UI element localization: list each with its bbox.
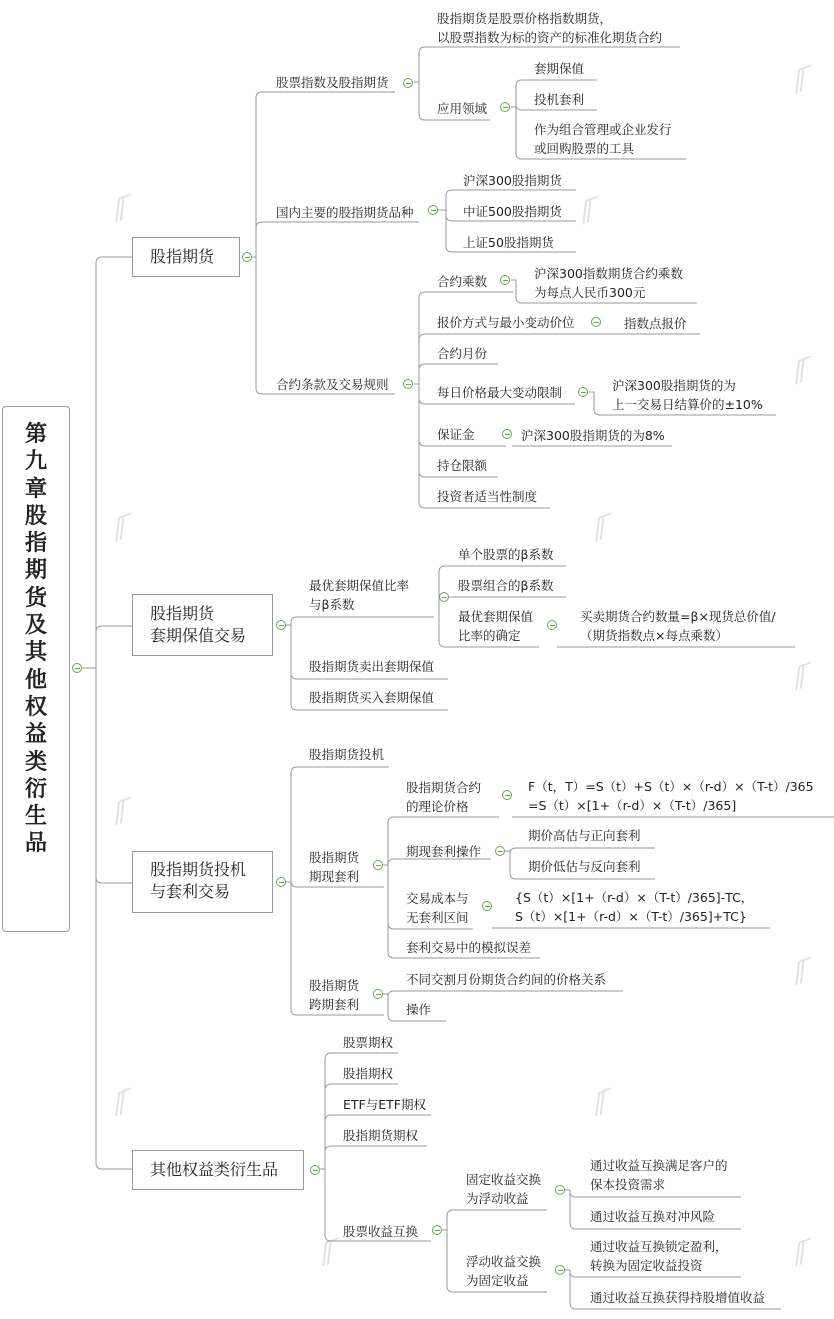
collapse-toggle-icon[interactable] (428, 205, 438, 215)
topic-b4-c5-1-2: 通过收益互换对冲风险 (590, 1209, 716, 1224)
topic-b1-c3: 合约条款及交易规则 (276, 377, 389, 392)
topic-b1-c1-1: 股指期货是股票价格指数期货， 以股票指数为标的资产的标准化期货合约 (437, 11, 663, 45)
watermark-mark: //‾ (108, 191, 137, 227)
topic-b2-c1-1: 单个股票的β系数 (458, 547, 554, 562)
topic-b4-c5-2-2: 通过收益互换获得持股增值收益 (590, 1290, 766, 1305)
watermark-mark: //‾ (108, 1085, 137, 1121)
topic-b2-c1: 最优套期保值比率 与β系数 (309, 578, 410, 612)
collapse-toggle-icon[interactable] (502, 790, 512, 800)
topic-b1-c3-1-1: 沪深300指数期货合约乘数 为每点人民币300元 (534, 266, 683, 300)
topic-b1-c3-4: 每日价格最大变动限制 (437, 385, 563, 400)
branch-label-b1: 股指期货 (150, 247, 215, 266)
watermark-mark: //‾ (788, 954, 817, 990)
topic-b1-c2: 国内主要的股指期货品种 (276, 205, 414, 220)
collapse-toggle-icon[interactable] (373, 860, 383, 870)
topic-b1-c2-3: 上证50股指期货 (463, 235, 554, 250)
topic-b1-c2-2: 中证500股指期货 (463, 204, 562, 219)
branch-label-b4: 其他权益类衍生品 (150, 1160, 279, 1179)
branch-label-b3: 股指期货投机 与套利交易 (150, 860, 247, 901)
topic-b1-c2-1: 沪深300股指期货 (463, 173, 562, 188)
collapse-toggle-icon[interactable] (500, 102, 510, 112)
branch-collapse-toggle-icon[interactable] (242, 252, 252, 262)
collapse-toggle-icon[interactable] (403, 78, 413, 88)
root-collapse-toggle-icon[interactable] (72, 663, 82, 673)
collapse-toggle-icon[interactable] (432, 1225, 442, 1235)
topic-b1-c3-5: 保证金 (437, 427, 475, 442)
collapse-toggle-icon[interactable] (495, 846, 505, 856)
collapse-toggle-icon[interactable] (502, 429, 512, 439)
watermark-mark: //‾ (315, 1235, 344, 1271)
topic-b2-c1-3: 最优套期保值 比率的确定 (458, 609, 534, 643)
branch-collapse-toggle-icon[interactable] (276, 877, 286, 887)
collapse-toggle-icon[interactable] (500, 275, 510, 285)
watermark-mark: //‾ (588, 510, 617, 546)
watermark-mark: //‾ (788, 659, 817, 695)
topic-b2-c1-3-1: 买卖期货合约数量=β×现货总价值/ （期货指数点×每点乘数） (580, 609, 776, 643)
topic-b3-c2-3: 交易成本与 无套利区间 (406, 891, 469, 925)
collapse-toggle-icon[interactable] (482, 901, 492, 911)
watermark-mark: //‾ (108, 510, 137, 546)
topic-b3-c2-4: 套利交易中的模拟误差 (406, 940, 532, 955)
topic-b2-c3: 股指期货买入套期保值 (309, 690, 435, 705)
watermark-mark: //‾ (575, 193, 604, 229)
topic-b1-c3-1: 合约乘数 (437, 274, 488, 289)
topic-b1-c3-2: 报价方式与最小变动价位 (437, 315, 575, 330)
topic-b2-c2: 股指期货卖出套期保值 (309, 659, 435, 674)
collapse-toggle-icon[interactable] (578, 387, 588, 397)
topic-b4-c2: 股指期权 (343, 1066, 394, 1081)
topic-b1-c3-6: 持仓限额 (437, 458, 488, 473)
topic-b3-c2-3-1: {S（t）×[1+（r-d）×（T-t）/365]-TC， S（t）×[1+（r-d）×（T-t）/365]+TC} (515, 890, 754, 924)
watermark-mark: //‾ (108, 794, 137, 830)
topic-b1-c3-7: 投资者适当性制度 (437, 489, 538, 504)
topic-b4-c5-2-1: 通过收益互换锁定盈利， 转换为固定收益投资 (590, 1239, 728, 1273)
topic-b3-c2-2: 期现套利操作 (406, 844, 482, 859)
topic-b1-c1-2-3: 作为组合管理或企业发行 或回购股票的工具 (534, 122, 672, 156)
collapse-toggle-icon[interactable] (403, 379, 413, 389)
topic-b4-c5-2: 浮动收益交换 为固定收益 (466, 1254, 542, 1288)
topic-b3-c2-1-1: F（t，T）=S（t）+S（t）×（r-d）×（T-t）/365 =S（t）×[1+（r-d）×（T-t）/365] (528, 779, 814, 813)
topic-b3-c2: 股指期货 期现套利 (309, 850, 360, 884)
branch-collapse-toggle-icon[interactable] (310, 1165, 320, 1175)
branch-collapse-toggle-icon[interactable] (276, 620, 286, 630)
topic-b1-c1-2-1: 套期保值 (534, 61, 585, 76)
topic-b1-c3-5-1: 沪深300股指期货的为8% (521, 428, 665, 443)
collapse-toggle-icon[interactable] (373, 989, 383, 999)
topic-b1-c1-2-2: 投机套利 (534, 92, 585, 107)
root-title: 第 九 章 股 指 期 货 及 其 他 权 益 类 衍 生 品 (24, 422, 47, 857)
collapse-toggle-icon[interactable] (439, 592, 449, 602)
watermark-mark: //‾ (788, 353, 817, 389)
watermark-mark: //‾ (788, 1235, 817, 1271)
collapse-toggle-icon[interactable] (591, 317, 601, 327)
topic-b1-c1: 股票指数及股指期货 (276, 75, 389, 90)
branch-label-b2: 股指期货 套期保值交易 (150, 604, 247, 645)
topic-b4-c1: 股票期权 (343, 1035, 394, 1050)
topic-b2-c1-2: 股票组合的β系数 (458, 578, 554, 593)
topic-b4-c4: 股指期货期权 (343, 1128, 419, 1143)
topic-b1-c3-4-1: 沪深300股指期货的为 上一交易日结算价的±10% (612, 378, 763, 412)
topic-b3-c1: 股指期货投机 (309, 747, 385, 762)
collapse-toggle-icon[interactable] (555, 1265, 565, 1275)
topic-b1-c3-2-1: 指数点报价 (624, 316, 687, 331)
topic-b3-c2-2-2: 期价低估与反向套利 (528, 859, 641, 874)
topic-b1-c3-3: 合约月份 (437, 346, 488, 361)
topic-b3-c2-1: 股指期货合约 的理论价格 (406, 780, 482, 814)
topic-b3-c3: 股指期货 跨期套利 (309, 978, 360, 1012)
watermark-mark: //‾ (588, 1085, 617, 1121)
topic-b4-c5: 股票收益互换 (343, 1224, 419, 1239)
collapse-toggle-icon[interactable] (555, 1185, 565, 1195)
topic-b4-c5-1: 固定收益交换 为浮动收益 (466, 1172, 542, 1206)
watermark-mark: //‾ (788, 62, 817, 98)
collapse-toggle-icon[interactable] (547, 620, 557, 630)
topic-b3-c3-2: 操作 (406, 1002, 432, 1017)
topic-b4-c3: ETF与ETF期权 (343, 1097, 426, 1112)
topic-b4-c5-1-1: 通过收益互换满足客户的 保本投资需求 (590, 1158, 728, 1192)
topic-b3-c2-2-1: 期价高估与正向套利 (528, 828, 641, 843)
topic-b3-c3-1: 不同交割月份期货合约间的价格关系 (406, 972, 607, 987)
topic-b1-c1-2: 应用领域 (437, 101, 488, 116)
